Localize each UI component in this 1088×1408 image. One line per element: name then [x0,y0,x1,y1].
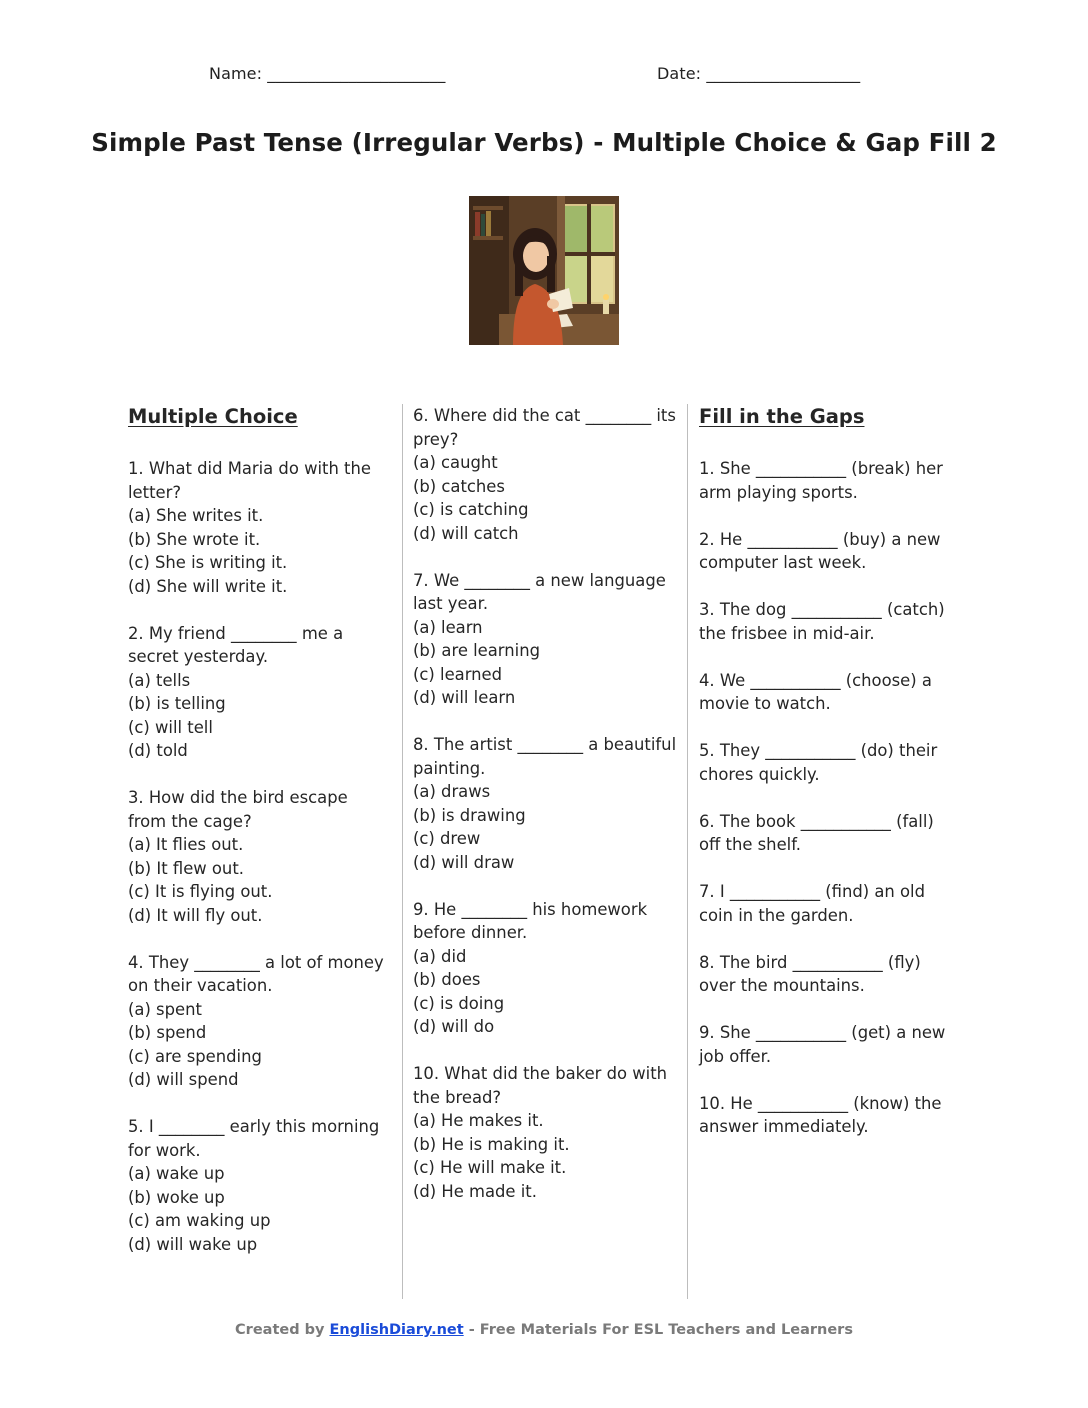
option-d: (d) will do [413,1017,495,1036]
option-c: (c) will tell [128,717,213,737]
option-c: (c) He will make it. [413,1158,567,1177]
gap-fill-item: 1. She ___________ (break) her arm playing sports. [699,459,943,502]
gap-fill-item: 10. He ___________ (know) the answer immediately. [699,1093,942,1136]
gap-fill-column [699,404,955,1162]
mc-question [128,786,390,927]
option-b: (b) are learning [413,641,540,660]
option-a: (a) She writes it. [128,506,264,525]
option-d: (d) will spend [128,1070,239,1089]
option-d: (d) will learn [413,688,516,707]
gap-fill-item: 6. The book ___________ (fall) off the shelf. [699,811,934,854]
gap-fill-heading: Fill in the Gaps [699,405,865,428]
option-b: (b) She wrote it. [128,529,261,549]
option-d: (d) She will write it. [128,576,288,596]
option-d: (d) told [128,741,188,760]
gap-fill-item: 5. They ___________ (do) their chores quickly. [699,741,938,784]
option-b: (b) does [413,970,481,989]
footer-suffix: - Free Materials For ESL Teachers and Learners [463,1322,853,1338]
option-a: (a) tells [128,670,191,690]
option-a: (a) did [413,946,467,966]
footer-prefix: Created by [235,1322,330,1338]
column-divider-left [402,404,403,1299]
mc-question [128,457,390,598]
option-d: (d) It will fly out. [128,905,263,925]
question-text: 1. What did Maria do with the letter? [128,459,371,502]
option-a: (a) draws [413,782,491,801]
option-d: (d) will wake up [128,1234,258,1254]
name-field: Name: ______________________ [209,64,446,83]
option-b: (b) catches [413,476,505,496]
mc-question [413,569,679,710]
multiple-choice-column [128,404,390,1280]
gap-fill-item: 3. The dog ___________ (catch) the frisbee in mid-air. [699,600,945,643]
option-c: (c) drew [413,829,481,848]
option-b: (b) is drawing [413,805,526,825]
option-d: (d) He made it. [413,1181,537,1201]
question-text: 2. My friend ________ me a secret yesterday. [128,623,344,666]
option-b: (b) spend [128,1023,207,1042]
option-a: (a) He makes it. [413,1111,544,1130]
option-c: (c) She is writing it. [128,553,288,572]
option-b: (b) He is making it. [413,1134,570,1154]
option-a: (a) It flies out. [128,835,244,854]
option-a: (a) wake up [128,1164,225,1183]
gap-fill-item: 8. The bird ___________ (fly) over the mountains. [699,952,921,995]
question-text: 9. He ________ his homework before dinner. [413,899,648,942]
option-c: (c) am waking up [128,1211,271,1230]
gap-fill-item: 7. I ___________ (find) an old coin in the garden. [699,882,925,925]
option-d: (d) will draw [413,852,515,872]
mc-question [128,951,390,1092]
option-b: (b) woke up [128,1187,225,1207]
option-a: (a) learn [413,617,483,637]
mc-question [413,733,679,874]
option-c: (c) is doing [413,993,505,1013]
gap-fill-item: 9. She ___________ (get) a new job offer. [699,1023,946,1066]
gap-fill-item: 4. We ___________ (choose) a movie to watch. [699,670,932,713]
question-text: 7. We ________ a new language last year. [413,570,666,613]
englishdiary-link[interactable]: EnglishDiary.net [329,1322,464,1338]
girl-reading-letter-illustration [469,196,619,345]
question-text: 4. They ________ a lot of money on their vacation. [128,952,384,995]
footer [0,1322,1088,1338]
multiple-choice-heading: Multiple Choice [128,405,298,428]
mc-question [413,1062,679,1203]
option-c: (c) are spending [128,1046,262,1066]
option-b: (b) It flew out. [128,858,244,878]
gap-fill-item: 2. He ___________ (buy) a new computer last week. [699,529,941,572]
option-b: (b) is telling [128,694,226,713]
option-a: (a) caught [413,453,498,472]
option-c: (c) It is flying out. [128,882,273,901]
mc-question [128,622,390,763]
mc-question [413,404,679,545]
question-text: 5. I ________ early this morning for work. [128,1117,380,1160]
question-text: 3. How did the bird escape from the cage? [128,788,348,831]
date-field: Date: ___________________ [657,64,861,83]
option-c: (c) is catching [413,500,529,519]
question-text: 6. Where did the cat ________ its prey? [413,406,676,449]
worksheet-title: Simple Past Tense (Irregular Verbs) - Multiple Choice & Gap Fill 2 [91,128,997,157]
question-text: 10. What did the baker do with the bread? [413,1064,668,1107]
option-c: (c) learned [413,664,503,684]
mc-question [413,898,679,1039]
column-divider-right [687,404,688,1299]
mc-question [128,1115,390,1256]
question-text: 8. The artist ________ a beautiful painting. [413,735,677,778]
option-a: (a) spent [128,999,202,1019]
multiple-choice-column-continued [413,404,679,1227]
option-d: (d) will catch [413,523,519,543]
